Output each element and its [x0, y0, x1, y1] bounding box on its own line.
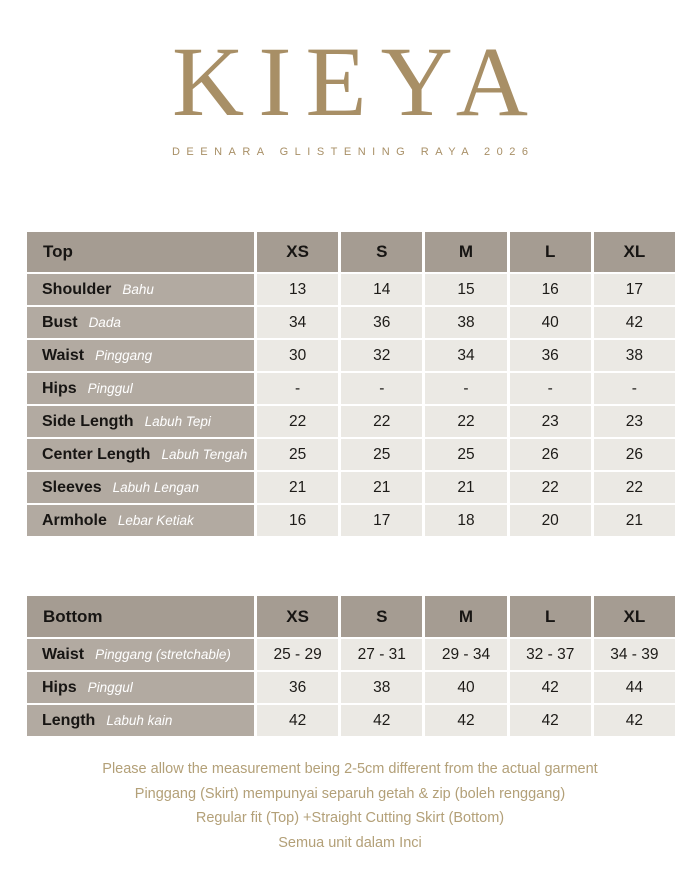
value-cell: 42 — [510, 672, 591, 703]
value-cell: 14 — [341, 274, 422, 305]
size-header-xs: XS — [257, 232, 338, 272]
value-cell: 38 — [425, 307, 506, 338]
footer-line: Semua unit dalam Inci — [278, 834, 422, 851]
value-cell: 17 — [341, 505, 422, 536]
value-cell: 16 — [510, 274, 591, 305]
bottom-table-title: Bottom — [27, 596, 254, 637]
row-label-shoulder — [27, 274, 254, 305]
value-cell: 42 — [510, 705, 591, 736]
value-cell: 32 - 37 — [510, 639, 591, 670]
size-header-xl: XL — [594, 596, 675, 637]
size-header-s: S — [341, 232, 422, 272]
value-cell: - — [510, 373, 591, 404]
value-cell: 20 — [510, 505, 591, 536]
row-label-ms: Pinggul — [87, 680, 133, 695]
row-label-bust — [27, 307, 254, 338]
value-cell: 42 — [594, 705, 675, 736]
bottom-size-table — [27, 596, 675, 736]
footer-line: Regular fit (Top) +Straight Cutting Skirt (Bottom) — [195, 810, 505, 826]
row-label-ms: Labuh kain — [106, 713, 173, 728]
value-cell: 26 — [594, 439, 675, 470]
value-cell: 30 — [257, 340, 338, 371]
size-header-m: M — [425, 232, 506, 272]
size-header-l: L — [510, 232, 591, 272]
value-cell: 29 - 34 — [425, 639, 506, 670]
size-header-xl: XL — [594, 232, 675, 272]
row-label-en: Waist — [42, 645, 85, 663]
value-cell: 27 - 31 — [341, 639, 422, 670]
value-cell: - — [425, 373, 506, 404]
row-label-side-length — [27, 406, 254, 437]
row-label-armhole — [27, 505, 254, 536]
row-label-waist — [27, 340, 254, 371]
value-cell: 42 — [594, 307, 675, 338]
row-label-ms: Labuh Tepi — [144, 414, 211, 429]
size-header-xs: XS — [257, 596, 338, 637]
row-label-hips-bottom — [27, 672, 254, 703]
top-table-title: Top — [27, 232, 254, 272]
value-cell: 13 — [257, 274, 338, 305]
row-label-en: Hips — [42, 678, 77, 696]
row-label-en: Armhole — [42, 511, 107, 529]
value-cell: 23 — [510, 406, 591, 437]
top-size-table — [27, 232, 675, 536]
value-cell: 42 — [425, 705, 506, 736]
value-cell: 36 — [341, 307, 422, 338]
value-cell: 25 — [425, 439, 506, 470]
value-cell: 21 — [341, 472, 422, 503]
value-cell: 40 — [425, 672, 506, 703]
value-cell: 25 — [341, 439, 422, 470]
value-cell: 26 — [510, 439, 591, 470]
row-label-en: Shoulder — [42, 280, 112, 298]
value-cell: 17 — [594, 274, 675, 305]
value-cell: 21 — [425, 472, 506, 503]
value-cell: 22 — [257, 406, 338, 437]
size-header-m: M — [425, 596, 506, 637]
brand-logo: KIEYA — [172, 26, 542, 137]
row-label-ms: Pinggang (stretchable) — [95, 647, 231, 662]
value-cell: 22 — [425, 406, 506, 437]
value-cell: 42 — [341, 705, 422, 736]
value-cell: 21 — [257, 472, 338, 503]
row-label-en: Bust — [42, 313, 78, 331]
row-label-en: Waist — [42, 346, 85, 364]
collection-subtitle: DEENARA GLISTENING RAYA 2026 — [171, 146, 535, 158]
value-cell: 15 — [425, 274, 506, 305]
value-cell: 22 — [594, 472, 675, 503]
value-cell: 42 — [257, 705, 338, 736]
footer-notes — [0, 757, 700, 855]
value-cell: 18 — [425, 505, 506, 536]
row-label-center-length — [27, 439, 254, 470]
row-label-sleeves — [27, 472, 254, 503]
value-cell: 25 - 29 — [257, 639, 338, 670]
row-label-ms: Labuh Tengah — [161, 447, 248, 462]
row-label-en: Hips — [42, 379, 77, 397]
value-cell: 36 — [257, 672, 338, 703]
row-label-ms: Labuh Lengan — [112, 480, 199, 495]
value-cell: 25 — [257, 439, 338, 470]
value-cell: 40 — [510, 307, 591, 338]
size-header-s: S — [341, 596, 422, 637]
value-cell: 38 — [341, 672, 422, 703]
value-cell: 34 — [257, 307, 338, 338]
value-cell: 16 — [257, 505, 338, 536]
value-cell: 32 — [341, 340, 422, 371]
row-label-hips — [27, 373, 254, 404]
row-label-en: Length — [42, 711, 96, 729]
value-cell: 38 — [594, 340, 675, 371]
size-header-l: L — [510, 596, 591, 637]
row-label-ms: Lebar Ketiak — [117, 513, 194, 528]
value-cell: 44 — [594, 672, 675, 703]
row-label-waist-bottom — [27, 639, 254, 670]
row-label-ms: Pinggang — [95, 348, 153, 363]
value-cell: 34 — [425, 340, 506, 371]
value-cell: 34 - 39 — [594, 639, 675, 670]
value-cell: 36 — [510, 340, 591, 371]
row-label-ms: Dada — [88, 315, 121, 330]
value-cell: 22 — [341, 406, 422, 437]
row-label-length — [27, 705, 254, 736]
row-label-en: Sleeves — [42, 478, 102, 496]
value-cell: 21 — [594, 505, 675, 536]
row-label-en: Side Length — [42, 412, 134, 430]
value-cell: 23 — [594, 406, 675, 437]
value-cell: - — [341, 373, 422, 404]
value-cell: - — [594, 373, 675, 404]
row-label-ms: Pinggul — [87, 381, 133, 396]
row-label-ms: Bahu — [122, 282, 154, 297]
value-cell: 22 — [510, 472, 591, 503]
footer-line: Please allow the measurement being 2-5cm different from the actual garment — [102, 761, 598, 777]
row-label-en: Center Length — [42, 445, 151, 463]
value-cell: - — [257, 373, 338, 404]
footer-line: Pinggang (Skirt) mempunyai separuh getah & zip (boleh renggang) — [134, 785, 566, 802]
